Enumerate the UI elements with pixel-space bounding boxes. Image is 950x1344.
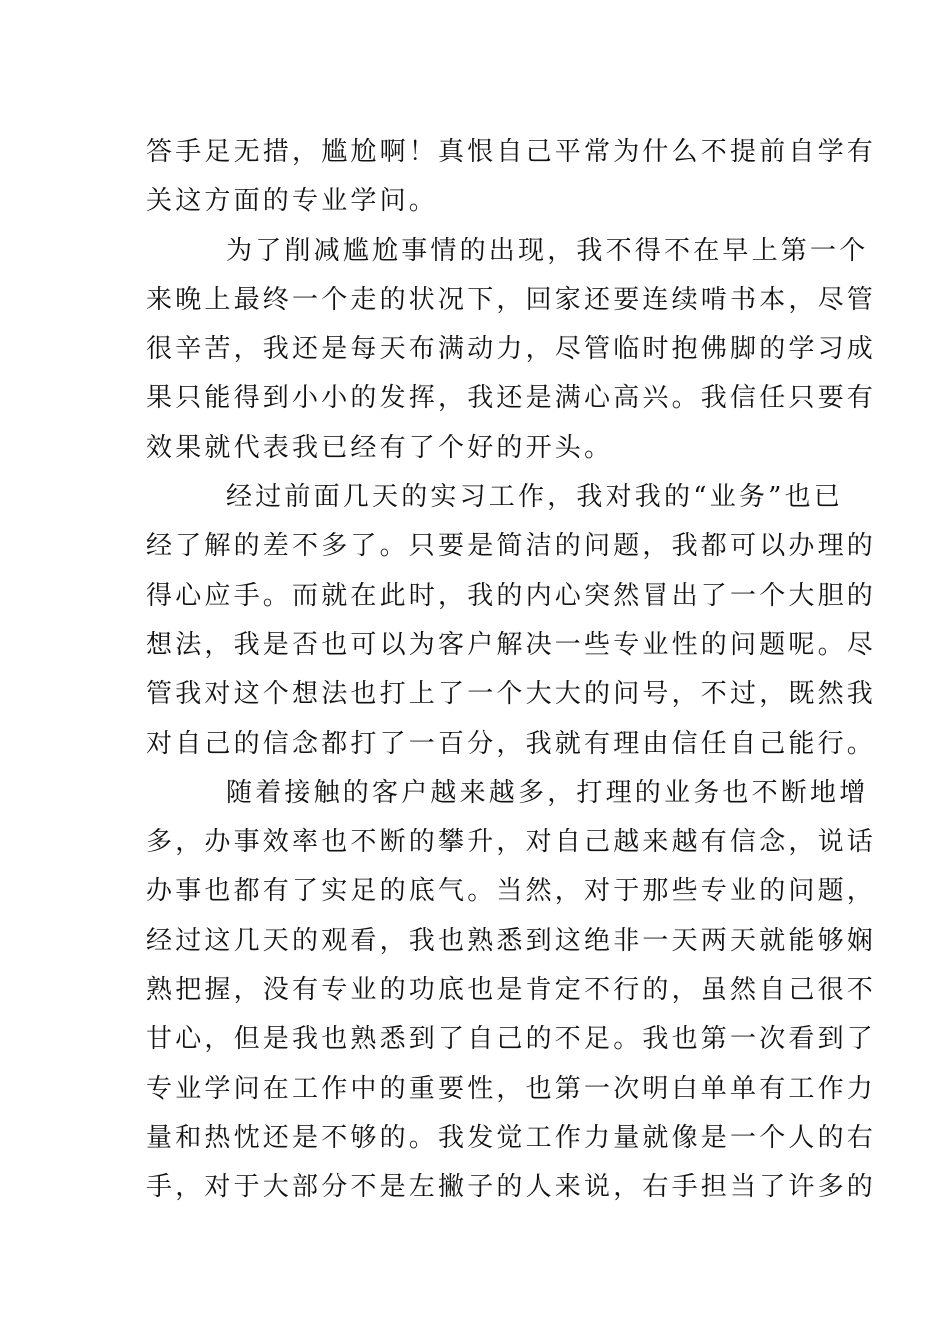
text-line: 专业学问在工作中的重要性，也第一次明白单单有工作力 <box>146 1073 877 1104</box>
text-line: 关这方面的专业学问。 <box>146 186 439 217</box>
text-line: 甘心，但是我也熟悉到了自己的不足。我也第一次看到了 <box>146 1024 877 1055</box>
text-line: 量和热忱还是不够的。我发觉工作力量就像是一个人的右 <box>146 1122 877 1153</box>
paragraph-first-line: 经过前面几天的实习工作，我对我的“业务”也已 <box>226 482 843 513</box>
paragraph-first-line: 为了削减尴尬事情的出现，我不得不在早上第一个 <box>226 235 869 266</box>
text-line: 经过这几天的观看，我也熟悉到这绝非一天两天就能够娴 <box>146 925 877 956</box>
text-line: 对自己的信念都打了一百分，我就有理由信任自己能行。 <box>146 728 877 759</box>
text-line: 答手足无措，尴尬啊！真恨自己平常为什么不提前自学有 <box>146 137 877 167</box>
text-line: 得心应手。而就在此时，我的内心突然冒出了一个大胆的 <box>146 580 877 611</box>
document-body <box>146 128 877 1213</box>
text-line: 效果就代表我已经有了个好的开头。 <box>146 432 614 463</box>
text-line: 很辛苦，我还是每天布满动力，尽管临时抱佛脚的学习成 <box>146 334 877 365</box>
text-line: 经了解的差不多了。只要是简洁的问题，我都可以办理的 <box>146 531 877 562</box>
text-line: 管我对这个想法也打上了一个大大的问号，不过，既然我 <box>146 679 877 710</box>
text-line: 熟把握，没有专业的功底也是肯定不行的，虽然自己很不 <box>146 975 877 1006</box>
text-line: 办事也都有了实足的底气。当然，对于那些专业的问题， <box>146 876 877 907</box>
text-line: 来晚上最终一个走的状况下，回家还要连续啃书本，尽管 <box>146 284 877 315</box>
text-line: 多，办事效率也不断的攀升，对自己越来越有信念，说话 <box>146 827 877 858</box>
text-line: 手，对于大部分不是左撇子的人来说，右手担当了许多的 <box>146 1172 877 1203</box>
text-line: 想法，我是否也可以为客户解决一些专业性的问题呢。尽 <box>146 629 877 660</box>
text-line: 果只能得到小小的发挥，我还是满心高兴。我信任只要有 <box>146 383 877 414</box>
paragraph-first-line: 随着接触的客户越来越多，打理的业务也不断地增 <box>226 777 869 808</box>
